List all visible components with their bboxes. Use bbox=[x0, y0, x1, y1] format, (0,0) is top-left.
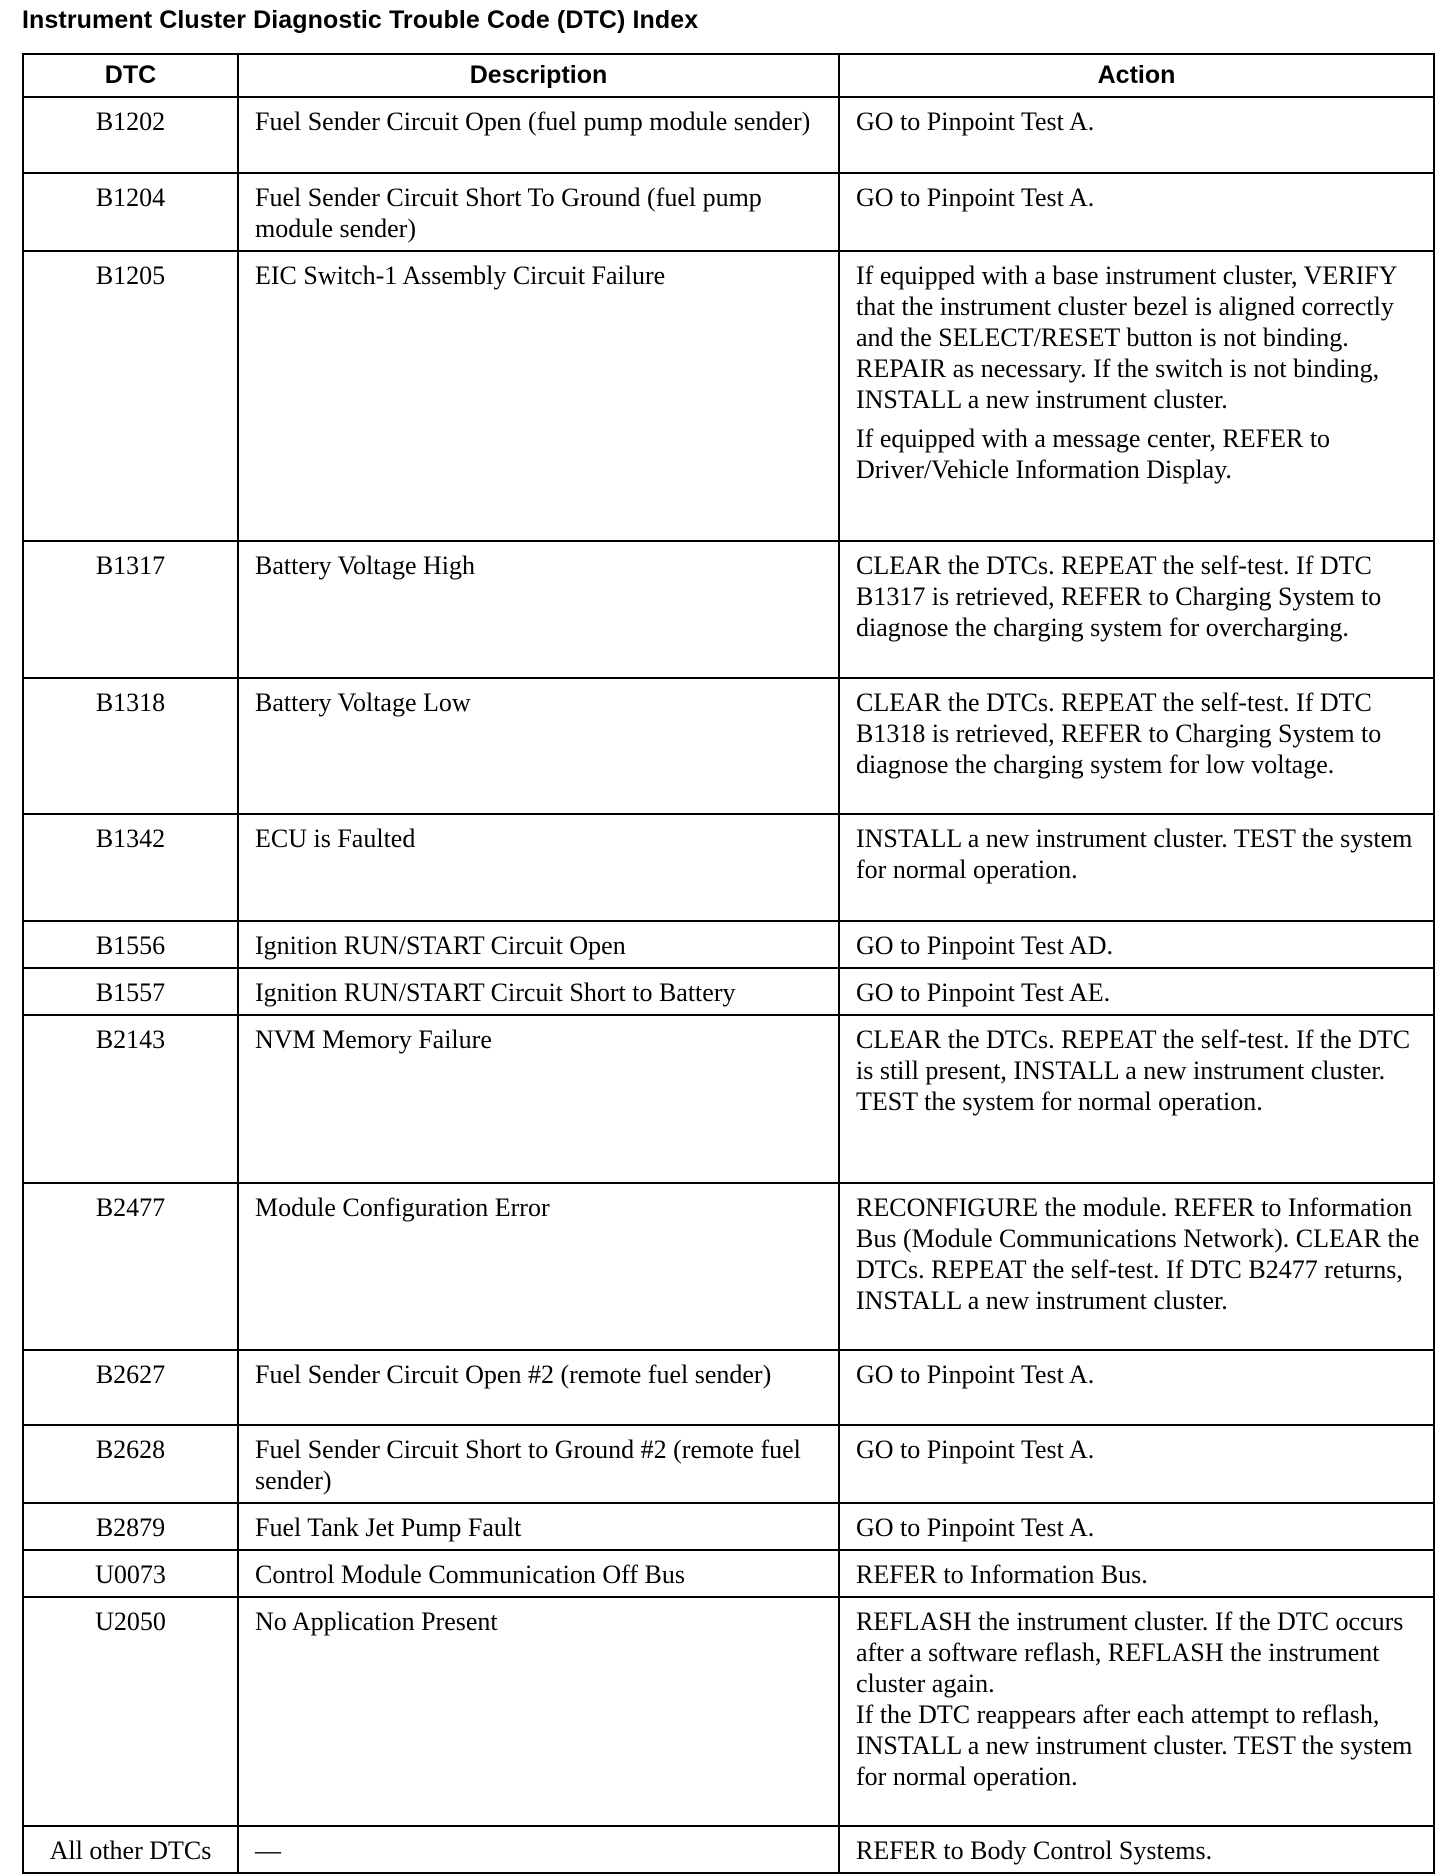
dtc-action: GO to Pinpoint Test A. bbox=[839, 1425, 1434, 1503]
dtc-description: No Application Present bbox=[238, 1597, 839, 1826]
table-row bbox=[23, 1597, 1434, 1826]
dtc-action: GO to Pinpoint Test AE. bbox=[839, 968, 1434, 1015]
dtc-action: CLEAR the DTCs. REPEAT the self-test. If DTC B1318 is retrieved, REFER to Charging System to diagnose the charging system for low voltage. bbox=[839, 678, 1434, 814]
table-row bbox=[23, 1015, 1434, 1183]
dtc-description: Fuel Tank Jet Pump Fault bbox=[238, 1503, 839, 1550]
dtc-description: Fuel Sender Circuit Short to Ground #2 (remote fuel sender) bbox=[238, 1425, 839, 1503]
dtc-code: B2477 bbox=[23, 1183, 238, 1350]
dtc-description: Ignition RUN/START Circuit Open bbox=[238, 921, 839, 968]
dtc-code: U0073 bbox=[23, 1550, 238, 1597]
dtc-code: All other DTCs bbox=[23, 1826, 238, 1873]
table-row bbox=[23, 678, 1434, 814]
dtc-description: Control Module Communication Off Bus bbox=[238, 1550, 839, 1597]
table-row bbox=[23, 173, 1434, 251]
dtc-code: B1205 bbox=[23, 251, 238, 541]
table-row bbox=[23, 814, 1434, 921]
table-row bbox=[23, 921, 1434, 968]
dtc-description: Fuel Sender Circuit Short To Ground (fuel pump module sender) bbox=[238, 173, 839, 251]
table-row bbox=[23, 1183, 1434, 1350]
dtc-action: GO to Pinpoint Test A. bbox=[839, 1350, 1434, 1425]
dtc-code: B1202 bbox=[23, 97, 238, 173]
dtc-code: B1556 bbox=[23, 921, 238, 968]
dtc-description: — bbox=[238, 1826, 839, 1873]
dtc-description: ECU is Faulted bbox=[238, 814, 839, 921]
dtc-description: NVM Memory Failure bbox=[238, 1015, 839, 1183]
dtc-code: U2050 bbox=[23, 1597, 238, 1826]
dtc-action: GO to Pinpoint Test A. bbox=[839, 1503, 1434, 1550]
dtc-description: EIC Switch-1 Assembly Circuit Failure bbox=[238, 251, 839, 541]
dtc-action: REFER to Information Bus. bbox=[839, 1550, 1434, 1597]
dtc-action: CLEAR the DTCs. REPEAT the self-test. If DTC B1317 is retrieved, REFER to Charging System to diagnose the charging system for overcharging. bbox=[839, 541, 1434, 678]
dtc-code: B2627 bbox=[23, 1350, 238, 1425]
dtc-action: If equipped with a base instrument cluster, VERIFY that the instrument cluster bezel is aligned correctly and the SELECT/RESET button is not binding. REPAIR as necessary. If the switch is not binding, INSTALL a new instrument cluster. If equipped with a message center, REFER to Driver/Vehicle Information Display. bbox=[839, 251, 1434, 541]
dtc-action: GO to Pinpoint Test A. bbox=[839, 97, 1434, 173]
table-row bbox=[23, 1826, 1434, 1873]
dtc-description: Fuel Sender Circuit Open (fuel pump module sender) bbox=[238, 97, 839, 173]
dtc-action: RECONFIGURE the module. REFER to Information Bus (Module Communications Network). CLEAR the DTCs. REPEAT the self-test. If DTC B2477 returns, INSTALL a new instrument cluster. bbox=[839, 1183, 1434, 1350]
table-row bbox=[23, 251, 1434, 541]
dtc-code: B1557 bbox=[23, 968, 238, 1015]
dtc-action: INSTALL a new instrument cluster. TEST the system for normal operation. bbox=[839, 814, 1434, 921]
dtc-description: Fuel Sender Circuit Open #2 (remote fuel sender) bbox=[238, 1350, 839, 1425]
dtc-description: Module Configuration Error bbox=[238, 1183, 839, 1350]
dtc-code: B2143 bbox=[23, 1015, 238, 1183]
dtc-code: B1342 bbox=[23, 814, 238, 921]
dtc-action: REFER to Body Control Systems. bbox=[839, 1826, 1434, 1873]
table-row bbox=[23, 1350, 1434, 1425]
header-action: Action bbox=[839, 54, 1434, 97]
table-row bbox=[23, 1425, 1434, 1503]
dtc-code: B1204 bbox=[23, 173, 238, 251]
table-row bbox=[23, 541, 1434, 678]
table-row bbox=[23, 968, 1434, 1015]
dtc-code: B2628 bbox=[23, 1425, 238, 1503]
header-description: Description bbox=[238, 54, 839, 97]
dtc-action: CLEAR the DTCs. REPEAT the self-test. If the DTC is still present, INSTALL a new instrument cluster. TEST the system for normal operation. bbox=[839, 1015, 1434, 1183]
table-row bbox=[23, 1550, 1434, 1597]
dtc-action: REFLASH the instrument cluster. If the DTC occurs after a software reflash, REFLASH the instrument cluster again. If the DTC reappears after each attempt to reflash, INSTALL a new instrument cluster. TEST the system for normal operation. bbox=[839, 1597, 1434, 1826]
header-dtc: DTC bbox=[23, 54, 238, 97]
table-row bbox=[23, 97, 1434, 173]
dtc-action: GO to Pinpoint Test AD. bbox=[839, 921, 1434, 968]
dtc-code: B1318 bbox=[23, 678, 238, 814]
dtc-code: B2879 bbox=[23, 1503, 238, 1550]
dtc-description: Battery Voltage Low bbox=[238, 678, 839, 814]
table-row bbox=[23, 1503, 1434, 1550]
table-header-row bbox=[23, 54, 1434, 97]
dtc-code: B1317 bbox=[23, 541, 238, 678]
dtc-action: GO to Pinpoint Test A. bbox=[839, 173, 1434, 251]
dtc-description: Battery Voltage High bbox=[238, 541, 839, 678]
dtc-index-table bbox=[22, 53, 1435, 1874]
page-title: Instrument Cluster Diagnostic Trouble Code (DTC) Index bbox=[22, 6, 699, 34]
dtc-description: Ignition RUN/START Circuit Short to Battery bbox=[238, 968, 839, 1015]
